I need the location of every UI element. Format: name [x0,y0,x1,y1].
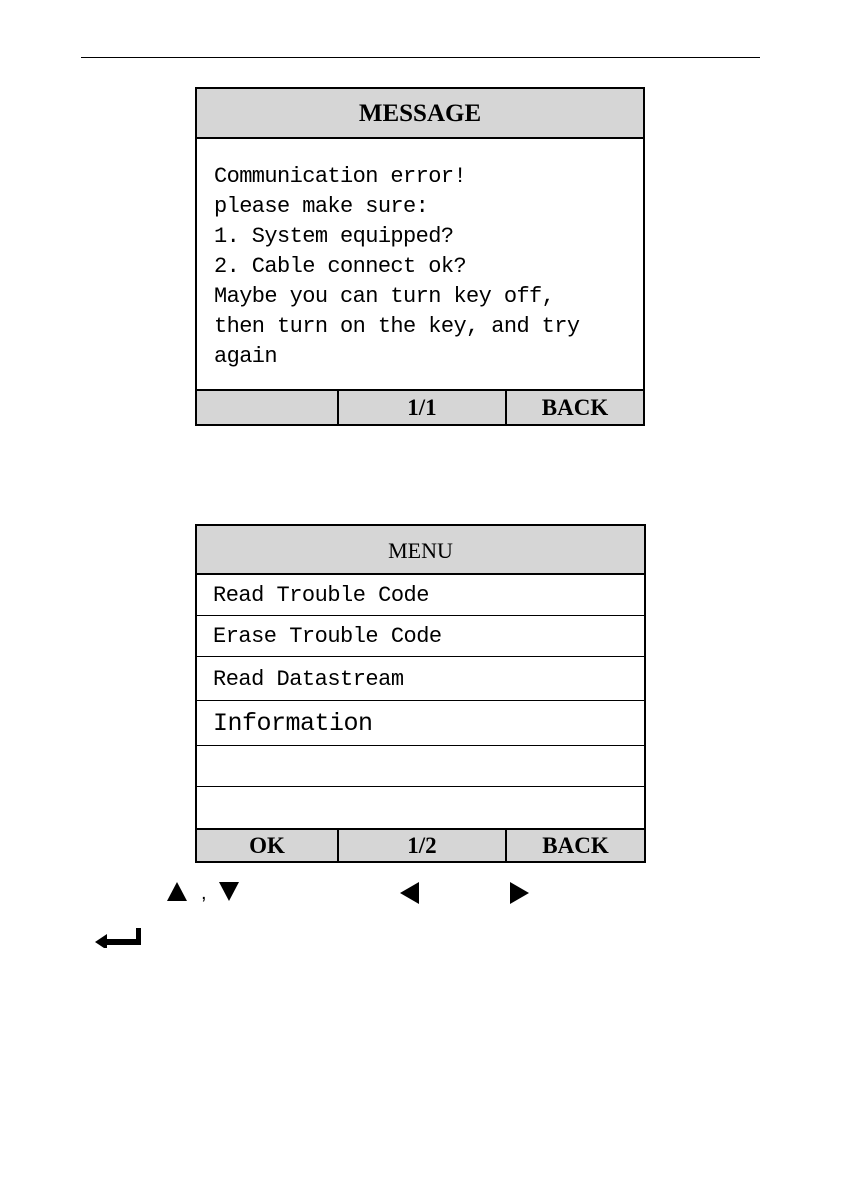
message-line: again [214,344,278,369]
message-softkey-left[interactable] [197,391,339,424]
menu-item-empty [197,787,644,828]
message-line: please make sure: [214,194,429,219]
menu-item-information[interactable]: Information [197,701,644,746]
message-back-button[interactable]: BACK [541,395,609,420]
menu-ok-button[interactable]: OK [197,830,339,861]
menu-item-read-datastream[interactable]: Read Datastream [197,657,644,701]
menu-list [197,575,644,828]
message-line: Communication error! [214,164,467,189]
left-arrow-icon [400,882,419,904]
message-page-indicator: 1/1 [339,391,507,424]
menu-softkey-bar [197,828,644,861]
up-arrow-icon [167,882,187,901]
right-arrow-icon [510,882,529,904]
menu-item-read-trouble-code[interactable]: Read Trouble Code [197,575,644,616]
message-line: 1. System equipped? [214,224,454,249]
menu-page-indicator: 1/2 [339,830,507,861]
menu-item-empty [197,746,644,787]
down-arrow-icon [219,882,239,901]
menu-item-erase-trouble-code[interactable]: Erase Trouble Code [197,616,644,657]
enter-key-icon [95,928,141,948]
key-separator: , [201,882,207,904]
message-body [214,162,637,372]
message-softkey-bar [197,389,643,424]
message-line: 2. Cable connect ok? [214,254,467,279]
message-title: MESSAGE [197,89,643,139]
message-line: Maybe you can turn key off, [214,284,555,309]
message-line: then turn on the key, and try [214,314,580,339]
message-screen [195,87,645,426]
menu-back-button[interactable]: BACK [542,833,609,858]
menu-title: MENU [197,526,644,575]
menu-screen [195,524,646,863]
header-rule [81,57,760,58]
